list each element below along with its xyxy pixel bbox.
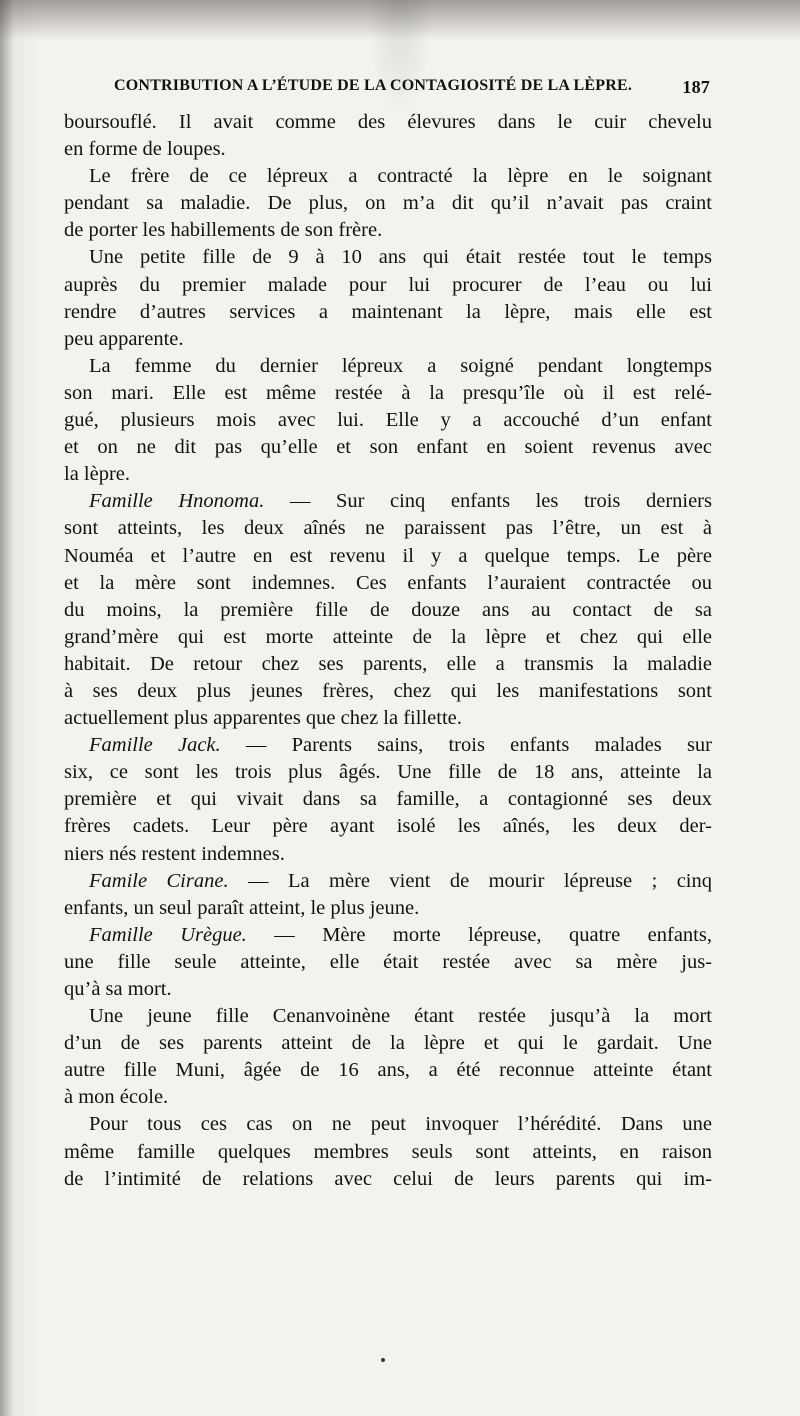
text-line: Le frère de ce lépreux a contracté la lèpre en le soignant — [89, 165, 712, 188]
text-line: niers nés restent indemnes. — [64, 842, 285, 865]
text-line: la lèpre. — [64, 463, 131, 486]
text-line: d’un de ses parents atteint de la lèpre et qui le gardait. Une — [64, 1032, 712, 1055]
running-header — [114, 77, 710, 101]
page-top-shadow — [0, 0, 800, 40]
text-line — [64, 922, 712, 949]
line-text: — Mère morte lépreuse, quatre enfants, — [246, 923, 712, 946]
text-line: une fille seule atteinte, elle était restée avec sa mère jus- — [64, 950, 712, 973]
line-text: — Sur cinq enfants les trois derniers — [264, 490, 712, 513]
line-text: — Parents sains, trois enfants malades sur — [220, 734, 712, 757]
text-line: habitait. De retour chez ses parents, elle a transmis la maladie — [64, 652, 712, 675]
line-text: — La mère vient de mourir lépreuse ; cinq — [228, 869, 712, 892]
text-line: La femme du dernier lépreux a soigné pendant longtemps — [89, 354, 712, 377]
body-text — [64, 109, 712, 1193]
text-line: même famille quelques membres seuls sont atteints, en raison — [64, 1140, 712, 1163]
text-line: de porter les habillements de son frère. — [64, 219, 383, 242]
text-line: rendre d’autres services a maintenant la lèpre, mais elle est — [64, 300, 712, 323]
text-line: et on ne dit pas qu’elle et son enfant en soient revenus avec — [64, 436, 712, 459]
text-line: Pour tous ces cas on ne peut invoquer l’hérédité. Dans une — [89, 1113, 712, 1136]
family-name: Famille Jack. — [89, 734, 221, 757]
family-name: Famille Urègue. — [89, 923, 247, 946]
text-line: pendant sa maladie. De plus, on m’a dit qu’il n’avait pas craint — [64, 192, 712, 215]
text-line: à mon école. — [64, 1086, 169, 1109]
text-line: à ses deux plus jeunes frères, chez qui les manifestations sont — [64, 679, 712, 702]
ink-speck — [381, 1358, 385, 1362]
text-line: autre fille Muni, âgée de 16 ans, a été reconnue atteinte étant — [64, 1059, 712, 1082]
family-name: Famile Cirane. — [89, 869, 229, 892]
text-line: six, ce sont les trois plus âgés. Une fille de 18 ans, atteinte la — [64, 761, 712, 784]
text-line: enfants, un seul paraît atteint, le plus jeune. — [64, 896, 420, 919]
text-line: Nouméa et l’autre en est revenu il y a quelque temps. Le père — [64, 544, 712, 567]
text-line: première et qui vivait dans sa famille, a contagionné ses deux — [64, 788, 712, 811]
text-line: gué, plusieurs mois avec lui. Elle y a accouché d’un enfant — [64, 409, 712, 432]
text-line: auprès du premier malade pour lui procurer de l’eau ou lui — [64, 273, 712, 296]
family-name: Famille Hnonoma. — [89, 490, 265, 513]
text-line: du moins, la première fille de douze ans au contact de sa — [64, 598, 712, 621]
text-line: Une jeune fille Cenanvoinène étant restée jusqu’à la mort — [89, 1005, 712, 1028]
text-line: boursouflé. Il avait comme des élevures dans le cuir chevelu — [64, 111, 712, 133]
text-line: de l’intimité de relations avec celui de leurs parents qui im- — [64, 1167, 712, 1190]
text-line: peu apparente. — [64, 327, 184, 350]
text-line: Une petite fille de 9 à 10 ans qui était restée tout le temps — [89, 246, 712, 269]
page-left-edge — [0, 0, 14, 1416]
text-line: son mari. Elle est même restée à la presqu’île où il est relé- — [64, 381, 712, 404]
text-line: actuellement plus apparentes que chez la fillette. — [64, 707, 462, 730]
text-line: qu’à sa mort. — [64, 978, 172, 1000]
text-line — [64, 868, 712, 895]
text-line: en forme de loupes. — [64, 138, 226, 161]
running-title: CONTRIBUTION A L’ÉTUDE DE LA CONTAGIOSITÉ DE LA LÈPRE. — [114, 77, 633, 94]
text-line: frères cadets. Leur père ayant isolé les aînés, les deux der- — [64, 815, 712, 838]
page-number: 187 — [682, 77, 710, 97]
text-line: grand’mère qui est morte atteinte de la lèpre et chez qui elle — [64, 625, 712, 648]
text-line — [64, 488, 712, 515]
text-line: sont atteints, les deux aînés ne paraissent pas l’être, un est à — [64, 517, 712, 540]
text-line: et la mère sont indemnes. Ces enfants l’auraient contractée ou — [64, 571, 712, 594]
text-line — [64, 732, 712, 759]
